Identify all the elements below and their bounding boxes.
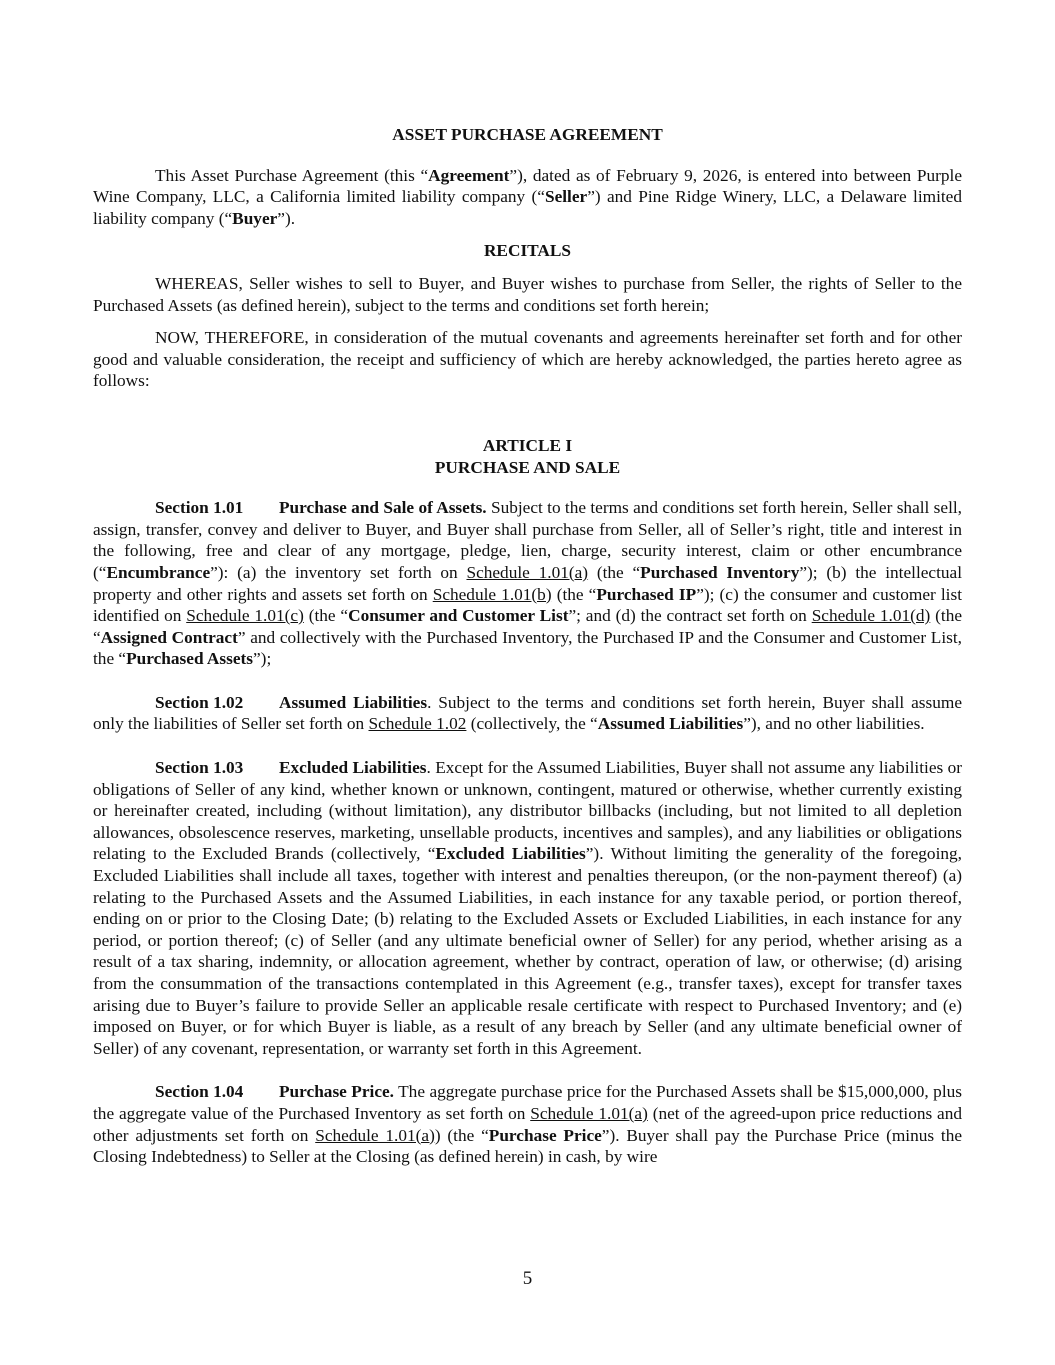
recitals-heading: RECITALS <box>483 241 572 261</box>
article-name: PURCHASE AND SALE <box>434 457 621 477</box>
schedule-reference: Schedule 1.01(c) <box>186 606 304 626</box>
now-therefore-paragraph: NOW, THEREFORE, in consideration of the mutual covenants and agreements hereinafter set forth and for other good and valuable consideration, the receipt and sufficiency of which are hereby acknowledged, the parties hereto agree as follows: <box>93 328 962 391</box>
section-title: Assumed Liabilities <box>279 692 428 712</box>
section-number: Section 1.04 <box>155 1082 244 1102</box>
section-1-03: Section 1.03 Excluded Liabilities. Except for the Assumed Liabilities, Buyer shall not assume any liabilities or obligations of Seller of any kind, whether known or unknown, contingent, matured or otherwise, whether currently existing or hereinafter created, including (without limitation), any distributor billbacks (including, but not limited to all depletion allowances, obsolescence reserves, marketing, unsellable products, incentives and samples), and any liabilities or obligations relating to the Excluded Brands (collectively, “Excluded Liabilities”). Without limiting the generality of the foregoing, Excluded Liabilities shall include all taxes, together with interest and penalties thereupon, (or the non-payment thereof) (a) relating to the Purchased Assets and the Assumed Liabilities, in each instance for any taxable period, or portion thereof, ending on or prior to the Closing Date; (b) relating to the Excluded Assets or Excluded Liabilities, in each instance for any period, or portion thereof; (c) of Seller (and any ultimate beneficial owner of Seller) for any period, whether arising as a result of a tax sharing, indemnity, or allocation agreement, whether by contract, operation of law, or otherwise; (d) arising from the consummation of the transactions contemplated in this Agreement (e.g., transfer taxes), except for transfer taxes arising due to Buyer’s failure to provide Seller an applicable resale certificate with respect to Purchased Inventory; and (e) imposed on Buyer, or for which Buyer is liable, as a result of any breach by Seller (and any ultimate beneficial owner of Seller) of any covenant, representation, or warranty set forth in this Agreement. <box>93 758 963 1058</box>
whereas-paragraph: WHEREAS, Seller wishes to sell to Buyer, and Buyer wishes to purchase from Seller, the rights of Seller to the Purchased Assets (as defined herein), subject to the terms and conditions set forth herein; <box>93 273 962 315</box>
section-1-04: Section 1.04 Purchase Price. The aggregate purchase price for the Purchased Assets shall be $15,000,000, plus the aggregate value of the Purchased Inventory as set forth on Schedule 1.01(a) (net of the agreed-upon price reductions and other adjustments set forth on Schedule 1.01(a)) (the “Purchase Price”). Buyer shall pay the Purchase Price (minus the Closing Indebtedness) to Seller at the Closing (as defined herein) in cash, by wire <box>93 1082 963 1167</box>
defined-term: Seller <box>544 187 588 207</box>
article-number: ARTICLE I <box>482 435 573 455</box>
section-1-02: Section 1.02 Assumed Liabilities. Subject to the terms and conditions set forth herein, Buyer shall assume only the liabilities of Seller set forth on Schedule 1.02 (collectively, the “Assumed Liabilities”), and no other liabilities. <box>93 692 962 734</box>
schedule-reference: Schedule 1.01(d) <box>811 606 931 626</box>
article-heading <box>93 435 962 478</box>
intro-paragraph: This Asset Purchase Agreement (this “Agreement”), dated as of February 9, 2026, is entered into between Purple Wine Company, LLC, a California limited liability company (“Seller”) and Pine Ridge Winery, LLC, a Delaware limited liability company (“Buyer”). <box>93 165 962 228</box>
schedule-reference: Schedule 1.01(a) <box>466 562 589 582</box>
section-title: Excluded Liabilities <box>279 758 427 778</box>
defined-term: Buyer <box>232 208 278 228</box>
schedule-reference: Schedule 1.01(a) <box>315 1125 435 1145</box>
document-title: ASSET PURCHASE AGREEMENT <box>392 125 663 144</box>
defined-term: Agreement <box>428 165 510 185</box>
section-title: Purchase Price. <box>279 1082 394 1102</box>
schedule-reference: Schedule 1.01(b) <box>432 584 552 604</box>
schedule-reference: Schedule 1.01(a) <box>530 1103 648 1123</box>
document-page <box>93 124 962 1168</box>
section-number: Section 1.02 <box>155 692 244 712</box>
section-number: Section 1.01 <box>155 498 244 518</box>
schedule-reference: Schedule 1.02 <box>368 714 467 734</box>
section-number: Section 1.03 <box>155 758 244 778</box>
page-number: 5 <box>522 1268 533 1289</box>
section-title: Purchase and Sale of Assets. <box>279 498 487 518</box>
section-1-01: Section 1.01 Purchase and Sale of Assets. Subject to the terms and conditions set forth herein, Seller shall sell, assign, transfer, convey and deliver to Buyer, and Buyer shall purchase from Seller, all of Seller’s right, title and interest in the following, free and clear of any mortgage, pledge, lien, charge, security interest, claim or other encumbrance (“Encumbrance”): (a) the inventory set forth on Schedule 1.01(a) (the “Purchased Inventory”); (b) the intellectual property and other rights and assets set forth on Schedule 1.01(b) (the “Purchased IP”); (c) the consumer and customer list identified on Schedule 1.01(c) (the “Consumer and Customer List”; and (d) the contract set forth on Schedule 1.01(d) (the “Assigned Contract” and collectively with the Purchased Inventory, the Purchased IP and the Consumer and Customer List, the “Purchased Assets”); <box>93 498 963 669</box>
